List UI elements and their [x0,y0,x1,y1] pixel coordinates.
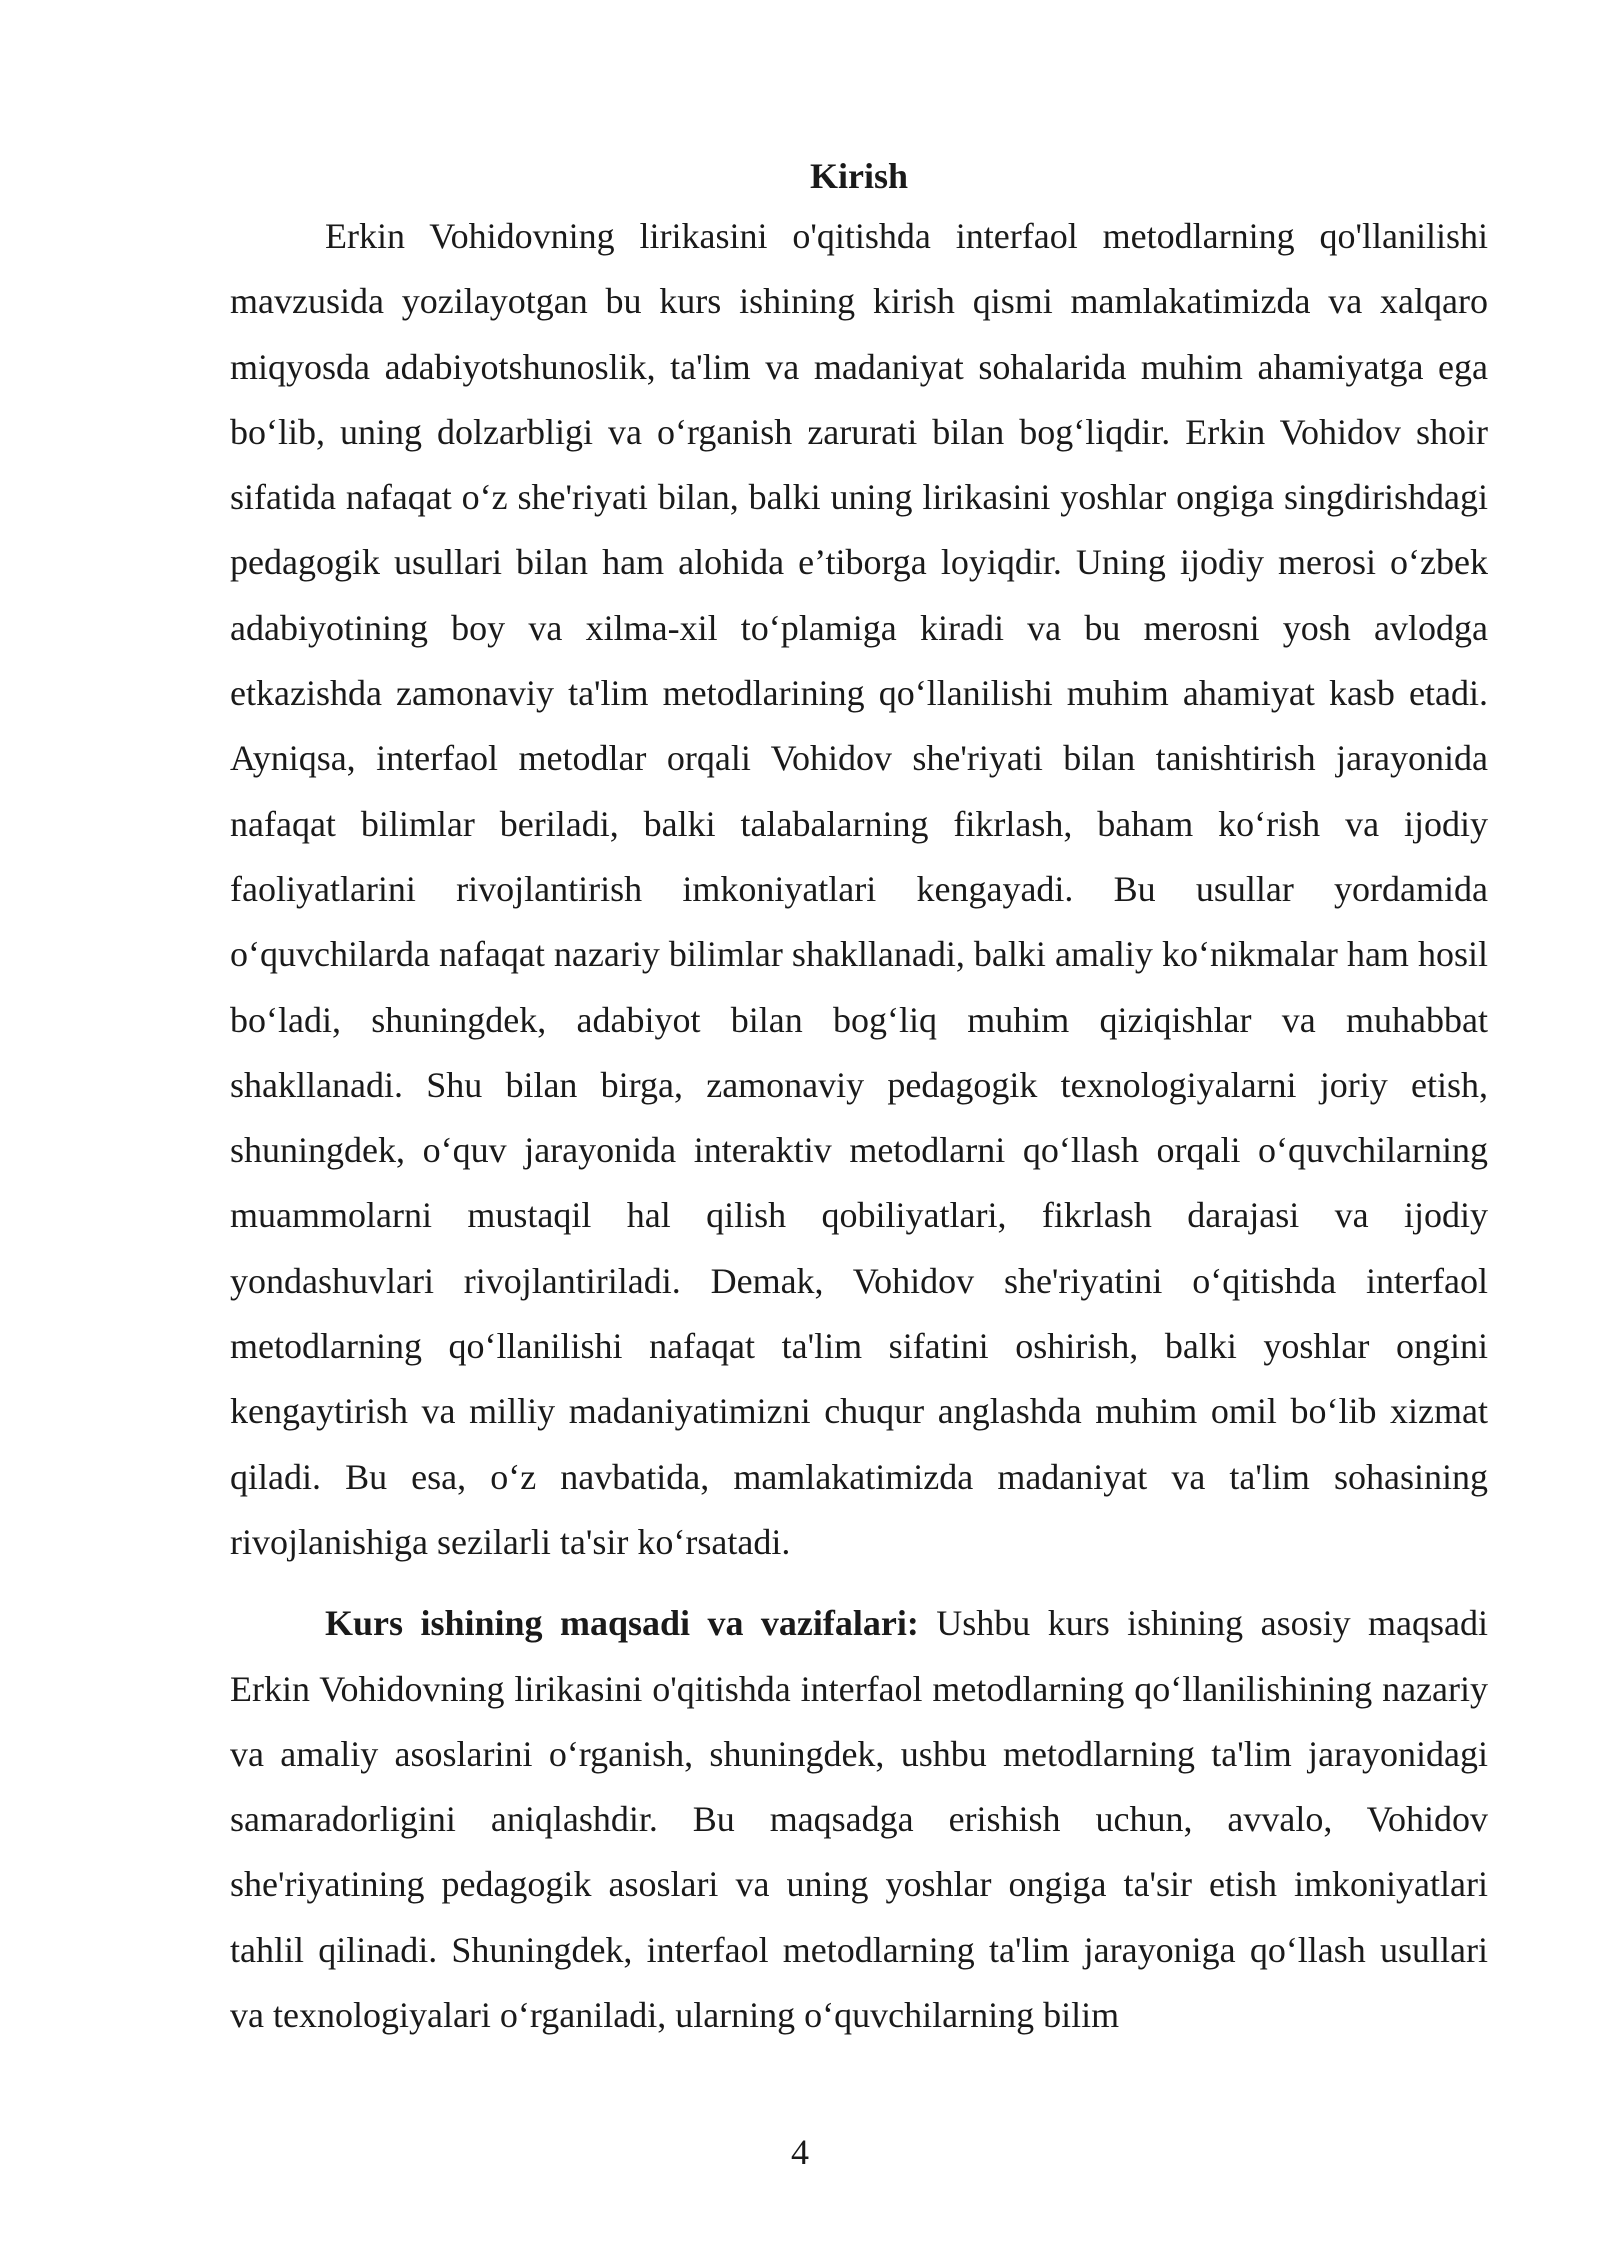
page-content [230,148,1488,2048]
section-heading: Kirish [809,156,908,196]
page-number: 4 [791,2132,809,2172]
goals-paragraph-text: Ushbu kurs ishining asosiy maqsadi Erkin Vohidovning lirikasini o'qitishda interfaol metodlarning qo‘llanilishining nazariy va amaliy asoslarini o‘rganish, shuningdek, ushbu metodlarning ta'lim jarayonidagi samaradorligini aniqlashdir. Bu maqsadga erishish uchun, avvalo, Vohidov she'riyatining pedagogik asoslari va uning yoshlar ongiga ta'sir etish imkoniyatlari tahlil qilinadi. Shuningdek, interfaol metodlarning ta'lim jarayoniga qo‘llash usullari va texnologiyalari o‘rganiladi, ularning o‘quvchilarning bilim [230,1603,1488,2036]
goals-paragraph-lead: Kurs ishining maqsadi va vazifalari: [325,1603,919,1644]
intro-paragraph: Erkin Vohidovning lirikasini o'qitishda interfaol metodlarning qo'llanilishi mavzusida yozilayotgan bu kurs ishining kirish qismi mamlakatimizda va xalqaro miqyosda adabiyotshunoslik, ta'lim va madaniyat sohalarida muhim ahamiyatga ega bo‘lib, uning dolzarbligi va o‘rganish zarurati bilan bog‘liqdir. Erkin Vohidov shoir sifatida nafaqat o‘z she'riyati bilan, balki uning lirikasini yoshlar ongiga singdirishdagi pedagogik usullari bilan ham alohida e’tiborga loyiqdir. Uning ijodiy merosi o‘zbek adabiyotining boy va xilma-xil to‘plamiga kiradi va bu merosni yosh avlodga etkazishda zamonaviy ta'lim metodlarining qo‘llanilishi muhim ahamiyat kasb etadi. Ayniqsa, interfaol metodlar orqali Vohidov she'riyati bilan tanishtirish jarayonida nafaqat bilimlar beriladi, balki talabalarning fikrlash, baham ko‘rish va ijodiy faoliyatlarini rivojlantirish imkoniyatlari kengayadi. Bu usullar yordamida o‘quvchilarda nafaqat nazariy bilimlar shakllanadi, balki amaliy ko‘nikmalar ham hosil bo‘ladi, shuningdek, adabiyot bilan bog‘liq muhim qiziqishlar va muhabbat shakllanadi. Shu bilan birga, zamonaviy pedagogik texnologiyalarni joriy etish, shuningdek, o‘quv jarayonida interaktiv metodlarni qo‘llash orqali o‘quvchilarning muammolarni mustaqil hal qilish qobiliyatlari, fikrlash darajasi va ijodiy yondashuvlari rivojlantiriladi. Demak, Vohidov she'riyatini o‘qitishda interfaol metodlarning qo‘llanilishi nafaqat ta'lim sifatini oshirish, balki yoshlar ongini kengaytirish va milliy madaniyatimizni chuqur anglashda muhim omil bo‘lib xizmat qiladi. Bu esa, o‘z navbatida, mamlakatimizda madaniyat va ta'lim sohasining rivojlanishiga sezilarli ta'sir ko‘rsatadi. [230,216,1488,1562]
goals-paragraph [230,1591,1488,2048]
